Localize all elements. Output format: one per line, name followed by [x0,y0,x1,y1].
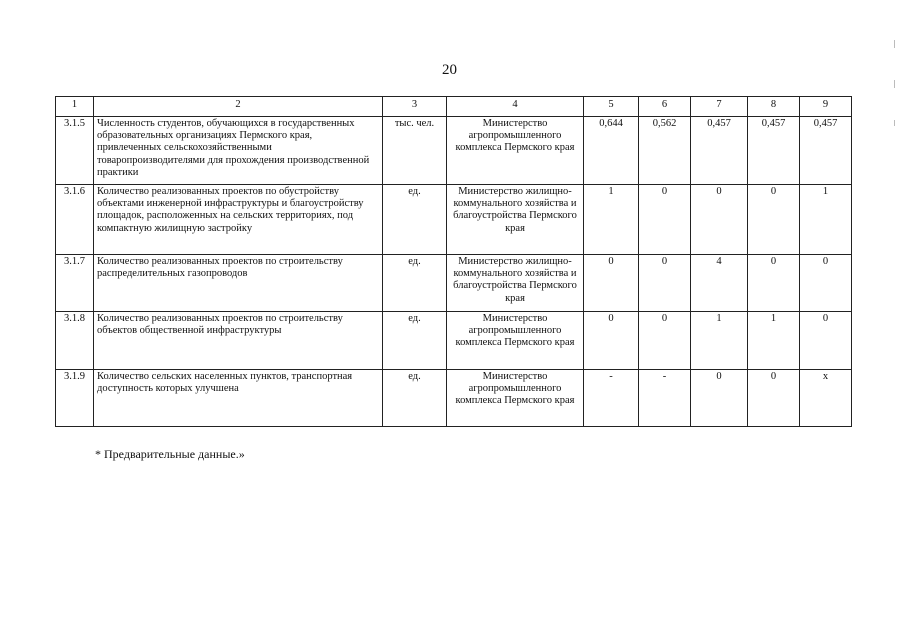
value-col-7: 0,457 [691,117,748,185]
value-col-5: 0 [584,312,639,370]
header-col-8: 8 [748,97,800,117]
responsible-agency: Министерство агропромышленного комплекса Пермского края [447,117,584,185]
value-col-5: 0 [584,255,639,312]
unit: ед. [383,185,447,255]
responsible-agency: Министерство агропромышленного комплекса Пермского края [447,370,584,427]
unit: ед. [383,370,447,427]
value-col-8: 1 [748,312,800,370]
unit: ед. [383,312,447,370]
scan-edge-mark [894,80,895,88]
value-col-9: 0,457 [800,117,852,185]
value-col-6: 0,562 [639,117,691,185]
value-col-8: 0,457 [748,117,800,185]
responsible-agency: Министерство жилищно-коммунального хозяйства и благоустройства Пермского края [447,255,584,312]
value-col-6: 0 [639,312,691,370]
value-col-6: 0 [639,255,691,312]
indicator-name: Численность студентов, обучающихся в государственных образовательных организациях Пермского края, привлеченных сельскохозяйственными товаропроизводителями для прохождения производственной практики [94,117,383,185]
page-number: 20 [442,62,457,78]
header-col-5: 5 [584,97,639,117]
unit: тыс. чел. [383,117,447,185]
value-col-8: 0 [748,185,800,255]
header-col-4: 4 [447,97,584,117]
responsible-agency: Министерство агропромышленного комплекса Пермского края [447,312,584,370]
value-col-9: 0 [800,312,852,370]
value-col-7: 1 [691,312,748,370]
value-col-6: - [639,370,691,427]
unit: ед. [383,255,447,312]
value-col-9: х [800,370,852,427]
header-col-3: 3 [383,97,447,117]
indicator-name: Количество реализованных проектов по обустройству объектами инженерной инфраструктуры и благоустройству площадок, расположенных на сельских территориях, под компактную жилищную застройку [94,185,383,255]
value-col-7: 4 [691,255,748,312]
value-col-7: 0 [691,370,748,427]
header-col-2: 2 [94,97,383,117]
header-col-6: 6 [639,97,691,117]
table-row [56,117,852,185]
value-col-5: 0,644 [584,117,639,185]
footnote: * Предварительные данные.» [95,447,245,461]
table-row [56,370,852,427]
value-col-5: 1 [584,185,639,255]
row-number: 3.1.8 [56,312,94,370]
table-row [56,185,852,255]
row-number: 3.1.5 [56,117,94,185]
indicator-name: Количество сельских населенных пунктов, транспортная доступность которых улучшена [94,370,383,427]
row-number: 3.1.6 [56,185,94,255]
value-col-7: 0 [691,185,748,255]
table-header [56,97,852,117]
value-col-8: 0 [748,255,800,312]
header-col-7: 7 [691,97,748,117]
responsible-agency: Министерство жилищно-коммунального хозяйства и благоустройства Пермского края [447,185,584,255]
value-col-9: 0 [800,255,852,312]
header-row [56,97,852,117]
row-number: 3.1.9 [56,370,94,427]
table-row [56,255,852,312]
scan-edge-mark [894,40,895,48]
value-col-9: 1 [800,185,852,255]
header-col-1: 1 [56,97,94,117]
value-col-6: 0 [639,185,691,255]
row-number: 3.1.7 [56,255,94,312]
scan-edge-mark [894,120,895,126]
value-col-5: - [584,370,639,427]
indicators-table [55,96,852,427]
table-row [56,312,852,370]
value-col-8: 0 [748,370,800,427]
indicator-name: Количество реализованных проектов по строительству распределительных газопроводов [94,255,383,312]
indicator-name: Количество реализованных проектов по строительству объектов общественной инфраструктуры [94,312,383,370]
header-col-9: 9 [800,97,852,117]
